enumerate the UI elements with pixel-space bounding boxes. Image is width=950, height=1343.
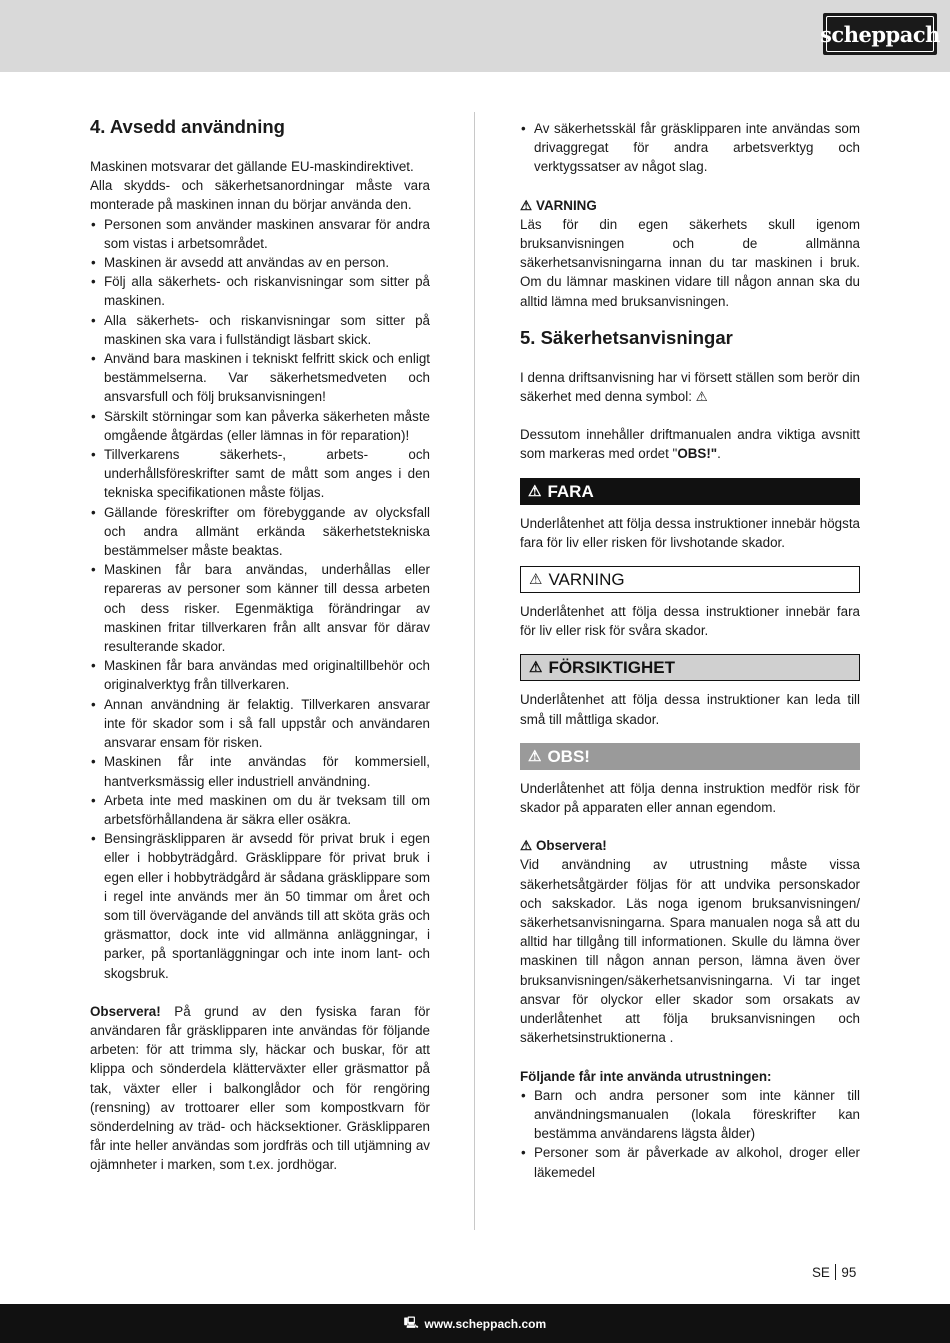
list-item: • Arbeta inte med maskinen om du är tveksam till om arbetsförhållandena är säkra eller osäkra. [90,791,430,829]
signal-text-notice: Underlåtenhet att följa denna instruktion medför risk för skador på apparaten eller annan egendom. [520,780,860,816]
warning-triangle-icon: ⚠ [528,747,542,765]
intended-use-list [90,215,430,983]
list-item: • Maskinen får inte användas för kommersiell, hantverksmässig eller industriell användning. [90,752,430,790]
list-item: • Personer som är påverkade av alkohol, droger eller läkemedel [520,1143,860,1181]
safety-intro-paragraph: I denna driftsanvisning har vi försett ställen som berör din säkerhet med denna symbol: ⚠ [520,369,860,405]
right-column [520,119,860,1182]
warning-triangle-icon: ⚠ [520,838,533,854]
signal-label: FARA [547,481,594,501]
signal-text-caution: Underlåtenhet att följa dessa instruktioner kan leda till små till måttliga skador. [520,692,860,727]
list-item: • Maskinen får bara användas med originaltillbehör och originalverktyg från tillverkaren. [90,656,430,694]
obs-para-end: . [717,446,721,462]
logo-text: scheppach [820,21,940,47]
observe-label: Observera! [536,838,607,854]
list-item: • Av säkerhetsskäl får gräsklipparen inte användas som drivaggregat för andra arbetsverktyg och verktygssatser av något slag. [520,119,860,177]
list-item: • Alla säkerhets- och riskanvisningar som sitter på maskinen ska vara i fullständigt läsbart skick. [90,311,430,349]
observe-note-label: Observera! [90,1003,161,1019]
list-item: • Särskilt störningar som kan påverka säkerheten måste omgående åtgärdas (eller lämnas in för reparation)! [90,407,430,445]
column-divider [474,112,475,1230]
observe-note-paragraph [90,1002,430,1175]
signal-box-caution [520,654,860,681]
intro-paragraph-2: Alla skydds- och säkerhetsanordningar måste vara monterade på maskinen innan du börjar använda den. [90,178,430,213]
observe-heading [520,836,860,855]
list-item: • Personen som använder maskinen ansvarar för andra som vistas i arbetsområdet. [90,215,430,253]
warning-triangle-icon: ⚠ [529,659,543,677]
signal-label: OBS! [547,746,590,766]
page-number-value: 95 [841,1264,857,1280]
signal-box-danger [520,478,860,505]
warning-paragraph: Läs för din egen säkerhets skull igenom bruksanvisningen och de allmänna säkerhetsanvisningarna innan du tar maskinen i bruk. Om du lämnar maskinen vidare till någon annan ska du alltid lämna med bruksanvisningen. [520,216,860,309]
monitor-icon: 🖳 [403,1317,419,1329]
observe-note-text: På grund av den fysiska faran för användaren får gräsklipparen inte användas för följande arbeten: för att trimma sly, häckar och buskar, för att klippa och sönderdela klätterväxter eller gräsmattor på tak, växter eller i balkonglådor och för rengöring (rensning) av trottoarer eller som kompostkvarn för sönderdelning av träd- och häcksektioner. Gräsklipparen får inte heller användas som jordfräs och till utjämning av ojämnheter i marken, som t.ex. jordhögar. [90,1003,430,1173]
warning-triangle-icon: ⚠ [528,482,542,500]
signal-label: FÖRSIKTIGHET [548,658,676,678]
intro-paragraph-1: Maskinen motsvarar det gällande EU-maskindirektivet. [90,159,414,174]
forbidden-users-list [520,1086,860,1182]
brand-logo [820,13,940,55]
warning-heading [520,196,860,215]
warning-triangle-icon: ⚠ [520,197,533,213]
section-heading-intended-use: 4. Avsedd användning [90,116,285,137]
warning-label: VARNING [536,197,597,213]
footer-url[interactable]: www.scheppach.com [424,1316,547,1331]
header-band [0,0,950,72]
page-separator [835,1264,837,1280]
footer-band [0,1304,950,1343]
warning-triangle-icon: ⚠ [529,570,543,588]
signal-label: VARNING [548,569,625,589]
list-item: • Barn och andra personer som inte känner till användningsmanualen (lokala föreskrifter kan bestämma användarens lägsta ålder) [520,1086,860,1144]
safety-obs-paragraph [520,425,860,463]
list-item: • Maskinen får bara användas, underhållas eller repareras av personer som känner till dessa arbeten och dess risker. Egenmäktiga förändringar av maskinen fritar tillverkaren från allt ansvar för därav resulterande skador. [90,560,430,656]
list-item: • Tillverkarens säkerhets-, arbets- och underhållsföreskrifter samt de mått som anges i den tekniska specifikationen måste följas. [90,445,430,503]
list-item: • Maskinen är avsedd att användas av en person. [90,253,430,272]
observe-paragraph: Vid användning av utrustning måste vissa säkerhetsåtgärder följas för att undvika personskador och sakskador. Läs noga igenom bruksanvisningen/ säkerhetsanvisningarna. Spara manualen noga så att du alltid har tillgång till informationen. Skulle du lämna över maskinen till någon annan person, lämna även över bruksanvisningen/säkerhetsanvisningarna. Vi tar inget ansvar för olyckor eller skador som orsakats av underlåtenhet att följa bruksanvisningen och säkerhetsinstruktionerna . [520,857,860,1046]
page-number [812,1264,856,1280]
list-item: • Bensingräsklipparen är avsedd för privat bruk i egen eller i hobbyträdgård. Gräsklippare för privat bruk i egen eller i hobbyträdgård är sådana gräsklippare som i regel inte används mer än 50 timmar om året och som till övervägande del används till att sköta gräs och gräsmattor, dock inte vid allmänna anläggningar, i parker, på sportanläggningar och inte inom lant- och skogsbruk. [90,829,430,983]
obs-para-text: Dessutom innehåller driftmanualen andra viktiga avsnitt som markeras med ordet " [520,427,860,462]
obs-para-keyword: OBS!" [677,446,718,462]
language-code: SE [812,1264,830,1280]
forbidden-users-heading: Följande får inte använda utrustningen: [520,1068,772,1084]
signal-text-warning: Underlåtenhet att följa dessa instruktioner innebär fara för liv eller risk för svåra skador. [520,604,860,639]
list-item: • Annan användning är felaktig. Tillverkaren ansvarar inte för skador som i så fall uppstår och användaren ansvarar ensam för risken. [90,695,430,753]
signal-box-warning [520,566,860,593]
signal-text-danger: Underlåtenhet att följa dessa instruktioner innebär högsta fara för liv eller risken för livshotande skador. [520,515,860,550]
list-item: • Följ alla säkerhets- och riskanvisningar som sitter på maskinen. [90,272,430,310]
top-bullet-list [520,119,860,177]
list-item: • Använd bara maskinen i tekniskt felfritt skick och enligt bestämmelserna. Var säkerhetsmedveten och ansvarsfull och följ bruksanvisningen! [90,349,430,407]
section-heading-safety: 5. Säkerhetsanvisningar [520,326,733,348]
signal-box-notice [520,743,860,770]
left-column [90,114,430,1175]
list-item: • Gällande föreskrifter om förebyggande av olycksfall och andra allmänt erkända säkerhetstekniska bestämmelser måste beaktas. [90,503,430,561]
